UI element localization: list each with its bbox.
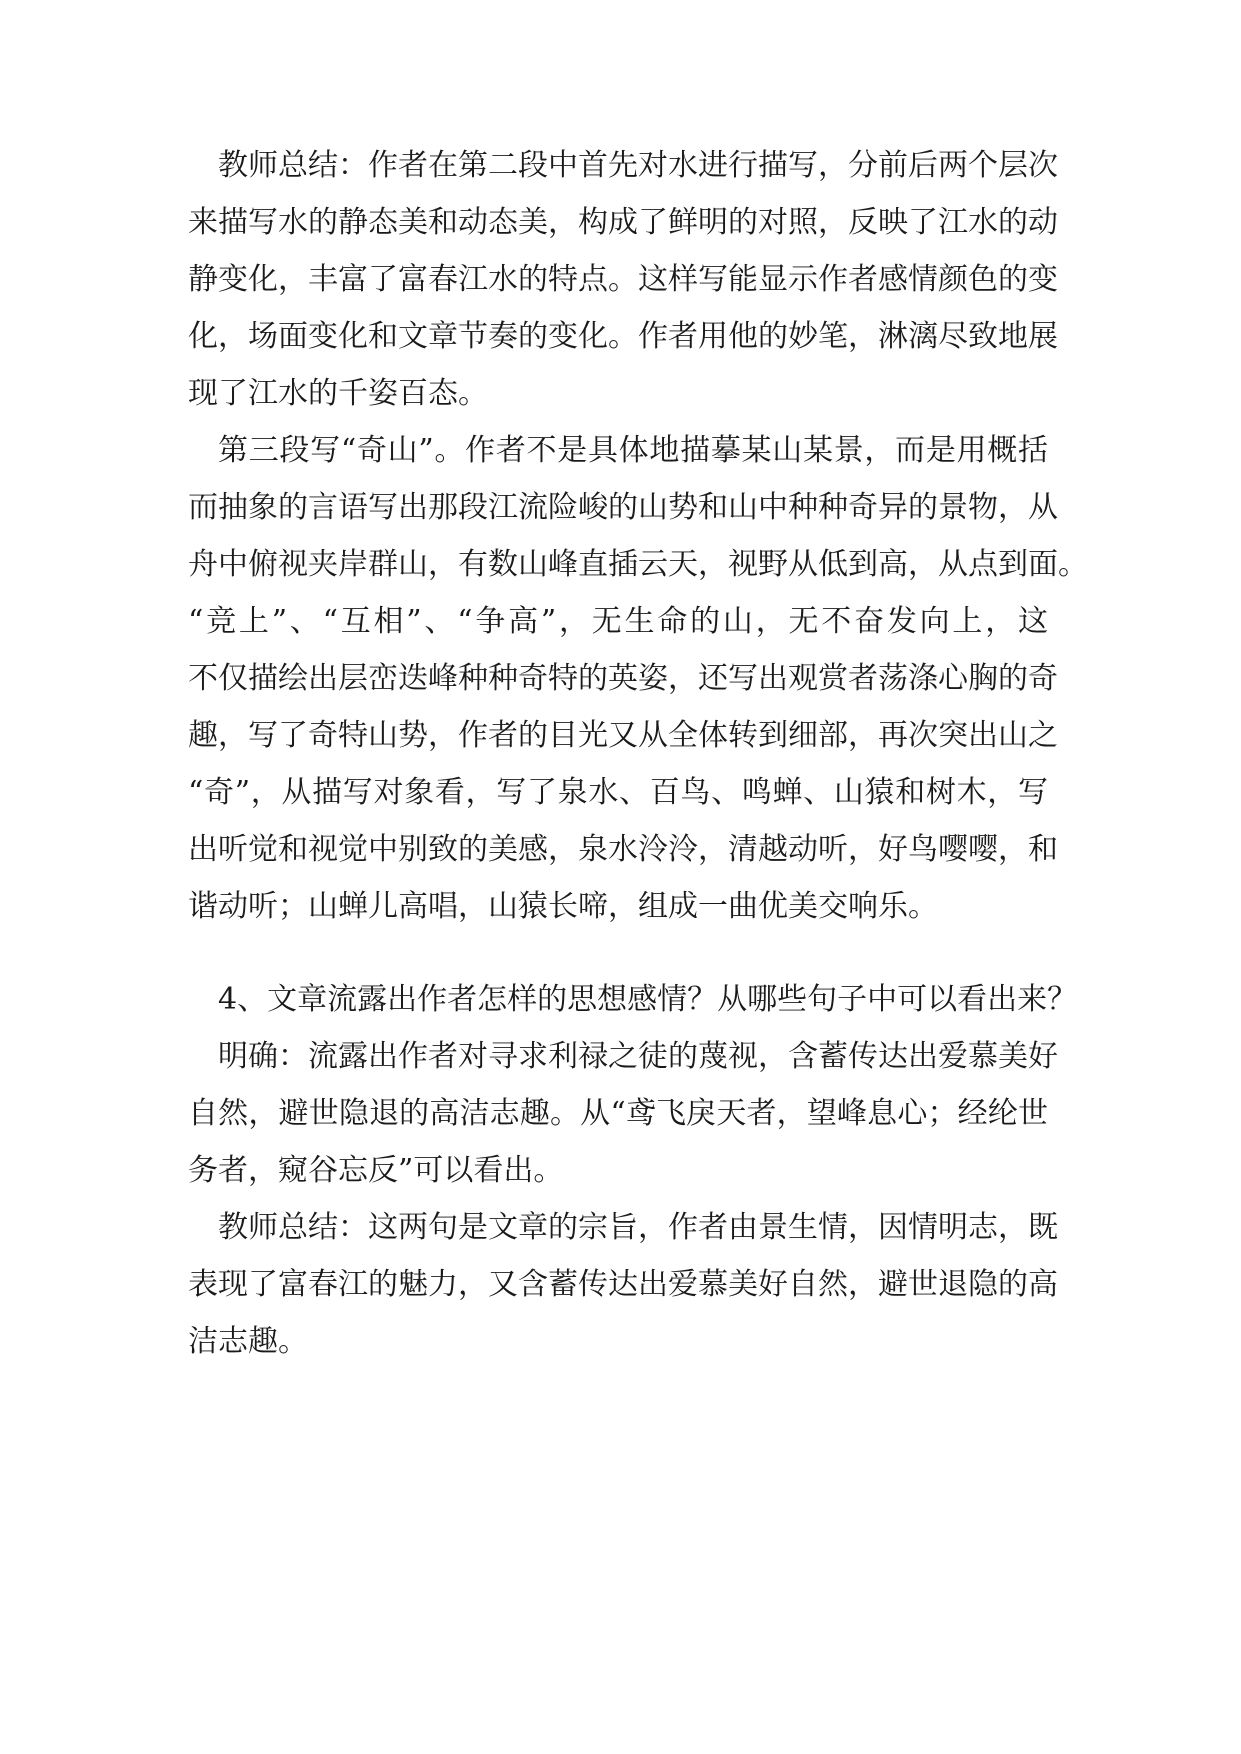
paragraph-line: 表现了富春江的魅力，又含蓄传达出爱慕美好自然，避世退隐的高: [188, 1267, 1058, 1302]
paragraph-line: 而抽象的言语写出那段江流险峻的山势和山中种种奇异的景物，从: [188, 490, 1058, 525]
paragraph-line: 谐动听；山蝉儿高唱，山猿长啼，组成一曲优美交响乐。: [188, 889, 938, 924]
paragraph-line: “奇”，从描写对象看，写了泉水、百鸟、鸣蝉、山猿和树木，写: [188, 775, 1048, 810]
paragraph-line: 不仅描绘出层峦迭峰种种奇特的英姿，还写出观赏者荡涤心胸的奇: [188, 661, 1058, 696]
paragraph-line: 务者，窥谷忘反”可以看出。: [188, 1153, 564, 1188]
paragraph-line: 洁志趣。: [188, 1324, 308, 1359]
paragraph-line: 出听觉和视觉中别致的美感，泉水泠泠，清越动听，好鸟嘤嘤，和: [188, 832, 1058, 867]
paragraph-line: 舟中俯视夹岸群山，有数山峰直插云天，视野从低到高，从点到面。: [188, 547, 1088, 582]
paragraph-line: 教师总结：作者在第二段中首先对水进行描写，分前后两个层次: [218, 148, 1058, 183]
paragraph-line: 静变化，丰富了富春江水的特点。这样写能显示作者感情颜色的变: [188, 262, 1058, 297]
paragraph-line: 化，场面变化和文章节奏的变化。作者用他的妙笔，淋漓尽致地展: [188, 319, 1058, 354]
paragraph-line: 明确：流露出作者对寻求利禄之徒的蔑视，含蓄传达出爱慕美好: [218, 1039, 1058, 1074]
paragraph-line: 第三段写“奇山”。作者不是具体地描摹某山某景，而是用概括: [218, 433, 1048, 468]
paragraph-line: 自然，避世隐退的高洁志趣。从“鸢飞戾天者，望峰息心；经纶世: [188, 1096, 1048, 1131]
paragraph-line: 教师总结：这两句是文章的宗旨，作者由景生情，因情明志，既: [218, 1210, 1058, 1245]
paragraph-line: 来描写水的静态美和动态美，构成了鲜明的对照，反映了江水的动: [188, 205, 1058, 240]
paragraph-line: 趣，写了奇特山势，作者的目光又从全体转到细部，再次突出山之: [188, 718, 1058, 753]
question-heading: 4、文章流露出作者怎样的思想感情？从哪些句子中可以看出来？: [218, 982, 1078, 1017]
paragraph-line: 现了江水的千姿百态。: [188, 376, 488, 411]
paragraph-line: “竞上”、“互相”、“争高”，无生命的山，无不奋发向上，这: [188, 604, 1048, 639]
